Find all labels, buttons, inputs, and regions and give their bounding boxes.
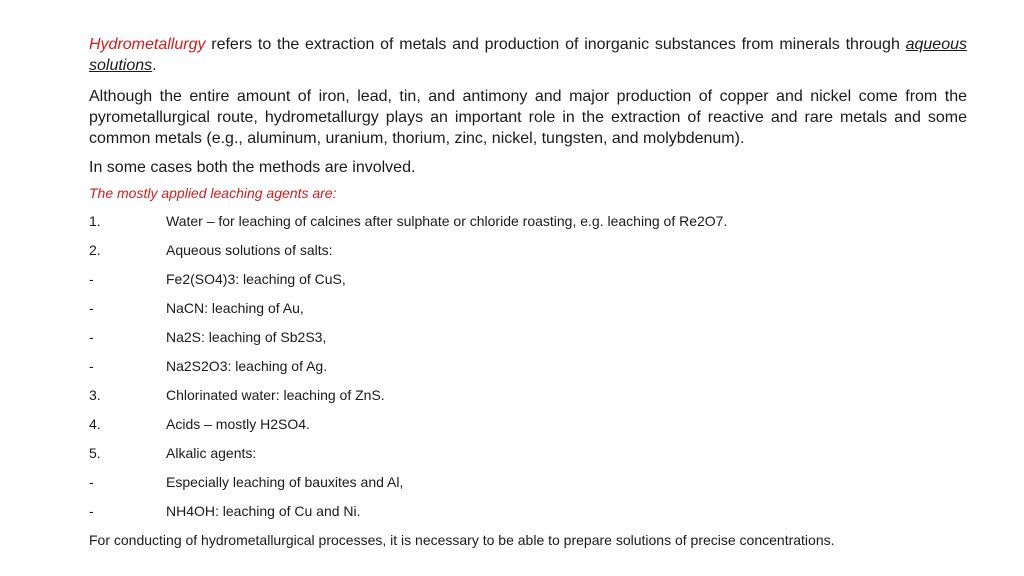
list-item	[89, 328, 967, 357]
list-text: Na2S: leaching of Sb2S3,	[166, 329, 327, 345]
list-item	[89, 473, 967, 502]
list-item	[89, 299, 967, 328]
list-marker: -	[89, 503, 94, 519]
list-item	[89, 502, 967, 531]
body-paragraph: Although the entire amount of iron, lead, tin, and antimony and major production of copper and nickel come from the pyrometallurgical route, hydrometallurgy plays an important role in the extraction of reactive and rare metals and some common metals (e.g., aluminum, uranium, thorium, zinc, nickel, tungsten, and molybdenum).	[89, 88, 967, 147]
list-item	[89, 270, 967, 299]
list-text: Aqueous solutions of salts:	[166, 242, 333, 258]
list-text: Na2S2O3: leaching of Ag.	[166, 358, 328, 374]
list-marker: -	[89, 271, 94, 287]
list-text: Water – for leaching of calcines after sulphate or chloride roasting, e.g. leaching of Re2O7.	[166, 213, 728, 229]
leaching-agents-list	[89, 212, 967, 531]
list-marker: 1.	[89, 213, 101, 229]
list-marker: 3.	[89, 387, 101, 403]
list-text: Especially leaching of bauxites and Al,	[166, 474, 404, 490]
list-marker: -	[89, 474, 94, 490]
list-marker: -	[89, 329, 94, 345]
list-item	[89, 444, 967, 473]
intro-end: .	[152, 57, 157, 74]
list-marker: -	[89, 300, 94, 316]
list-text: Fe2(SO4)3: leaching of CuS,	[166, 271, 346, 287]
list-item	[89, 212, 967, 241]
term-hydrometallurgy: Hydrometallurgy	[89, 36, 206, 53]
intro-paragraph	[89, 34, 967, 76]
leaching-agents-heading: The mostly applied leaching agents are:	[89, 185, 337, 201]
list-marker: 2.	[89, 242, 101, 258]
list-text: Chlorinated water: leaching of ZnS.	[166, 387, 385, 403]
list-item	[89, 357, 967, 386]
list-text: Alkalic agents:	[166, 445, 257, 461]
list-item	[89, 241, 967, 270]
list-marker: 5.	[89, 445, 101, 461]
slide-content	[89, 34, 967, 549]
intro-text: refers to the extraction of metals and production of inorganic substances from minerals through	[205, 36, 906, 53]
methods-paragraph: In some cases both the methods are involved.	[89, 159, 416, 176]
term-aqueous-solutions: aqueous solutions	[89, 36, 967, 74]
list-text: NaCN: leaching of Au,	[166, 300, 304, 316]
list-marker: 4.	[89, 416, 101, 432]
list-marker: -	[89, 358, 94, 374]
list-item	[89, 415, 967, 444]
list-text: NH4OH: leaching of Cu and Ni.	[166, 503, 361, 519]
list-item	[89, 386, 967, 415]
footer-paragraph: For conducting of hydrometallurgical processes, it is necessary to be able to prepare solutions of precise concentrations.	[89, 532, 835, 548]
list-text: Acids – mostly H2SO4.	[166, 416, 310, 432]
